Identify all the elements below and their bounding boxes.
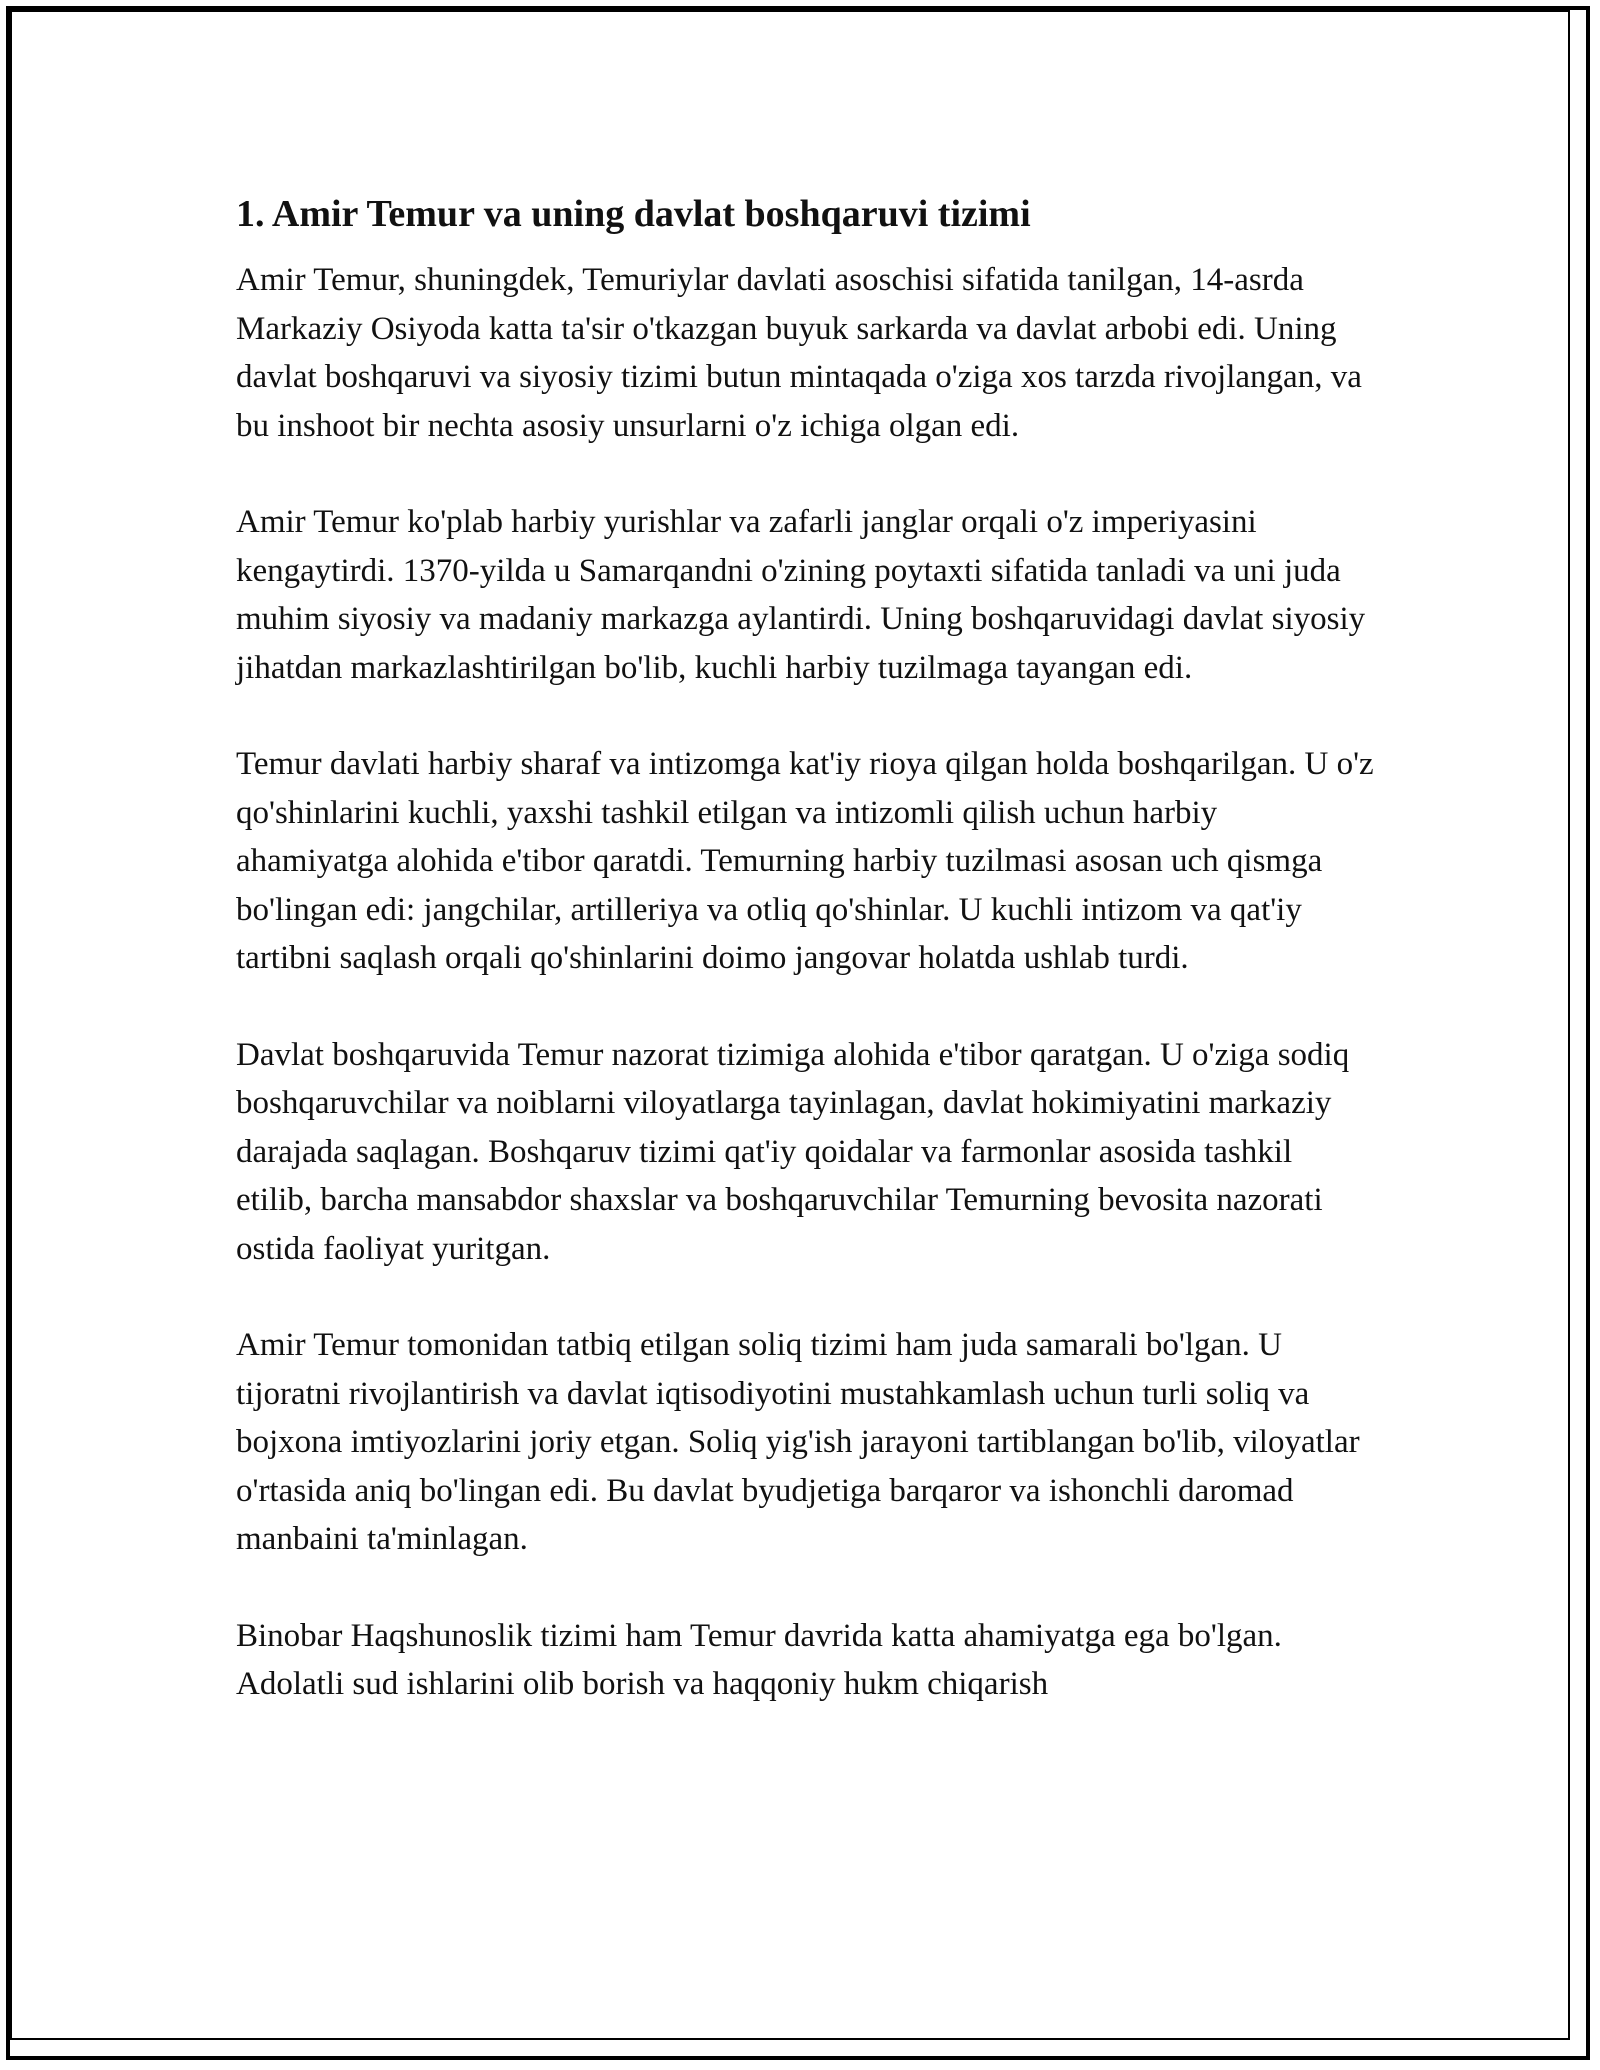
document-title: 1. Amir Temur va uning davlat boshqaruvi tizimi (236, 193, 1031, 235)
paragraph-governance: Davlat boshqaruvida Temur nazorat tizimiga alohida e'tibor qaratgan. U o'ziga sodiq boshqaruvchilar va noiblarni viloyatlarga tayinlagan, davlat hokimiyatini markaziy darajada saqlagan. Boshqaruv tizimi qat'iy qoidalar va farmonlar asosida tashkil etilib, barcha mansabdor shaxslar va boshqaruvchilar Temurning bevosita nazorati ostida faoliyat yuritgan. (236, 1036, 1350, 1267)
paragraph-intro: Amir Temur, shuningdek, Temuriylar davlati asoschisi sifatida tanilgan, 14-asrda Markaziy Osiyoda katta ta'sir o'tkazgan buyuk sarkarda va davlat arbobi edi. Uning davlat boshqaruvi va siyosiy tizimi butun mintaqada o'ziga xos tarzda rivojlangan, va bu inshoot bir nechta asosiy unsurlarni o'z ichiga olgan edi. (236, 262, 1362, 444)
paragraph-expansion: Amir Temur ko'plab harbiy yurishlar va zafarli janglar orqali o'z imperiyasini kengaytirdi. 1370-yilda u Samarqandni o'zining poytaxti sifatida tanladi va uni juda muhim siyosiy va madaniy markazga aylantirdi. Uning boshqaruvidagi davlat siyosiy jihatdan markazlashtirilgan bo'lib, kuchli harbiy tuzilmaga tayangan edi. (236, 504, 1366, 686)
paragraph-justice: Binobar Haqshunoslik tizimi ham Temur davrida katta ahamiyatga ega bo'lgan. Adolatli sud ishlarini olib borish va haqqoniy hukm chiqarish (236, 1617, 1282, 1702)
document-body (236, 186, 1376, 1757)
paragraph-military: Temur davlati harbiy sharaf va intizomga kat'iy rioya qilgan holda boshqarilgan. U o'z qo'shinlarini kuchli, yaxshi tashkil etilgan va intizomli qilish uchun harbiy ahamiyatga alohida e'tibor qaratdi. Temurning harbiy tuzilmasi asosan uch qismga bo'lingan edi: jangchilar, artilleriya va otliq qo'shinlar. U kuchli intizom va qat'iy tartibni saqlash orqali qo'shinlarini doimo jangovar holatda ushlab turdi. (236, 746, 1374, 976)
paragraph-taxation: Amir Temur tomonidan tatbiq etilgan soliq tizimi ham juda samarali bo'lgan. U tijoratni rivojlantirish va davlat iqtisodiyotini mustahkamlash uchun turli soliq va bojxona imtiyozlarini joriy etgan. Soliq yig'ish jarayoni tartiblangan bo'lib, viloyatlar o'rtasida aniq bo'lingan edi. Bu davlat byudjetiga barqaror va ishonchli daromad manbaini ta'minlagan. (236, 1327, 1360, 1557)
